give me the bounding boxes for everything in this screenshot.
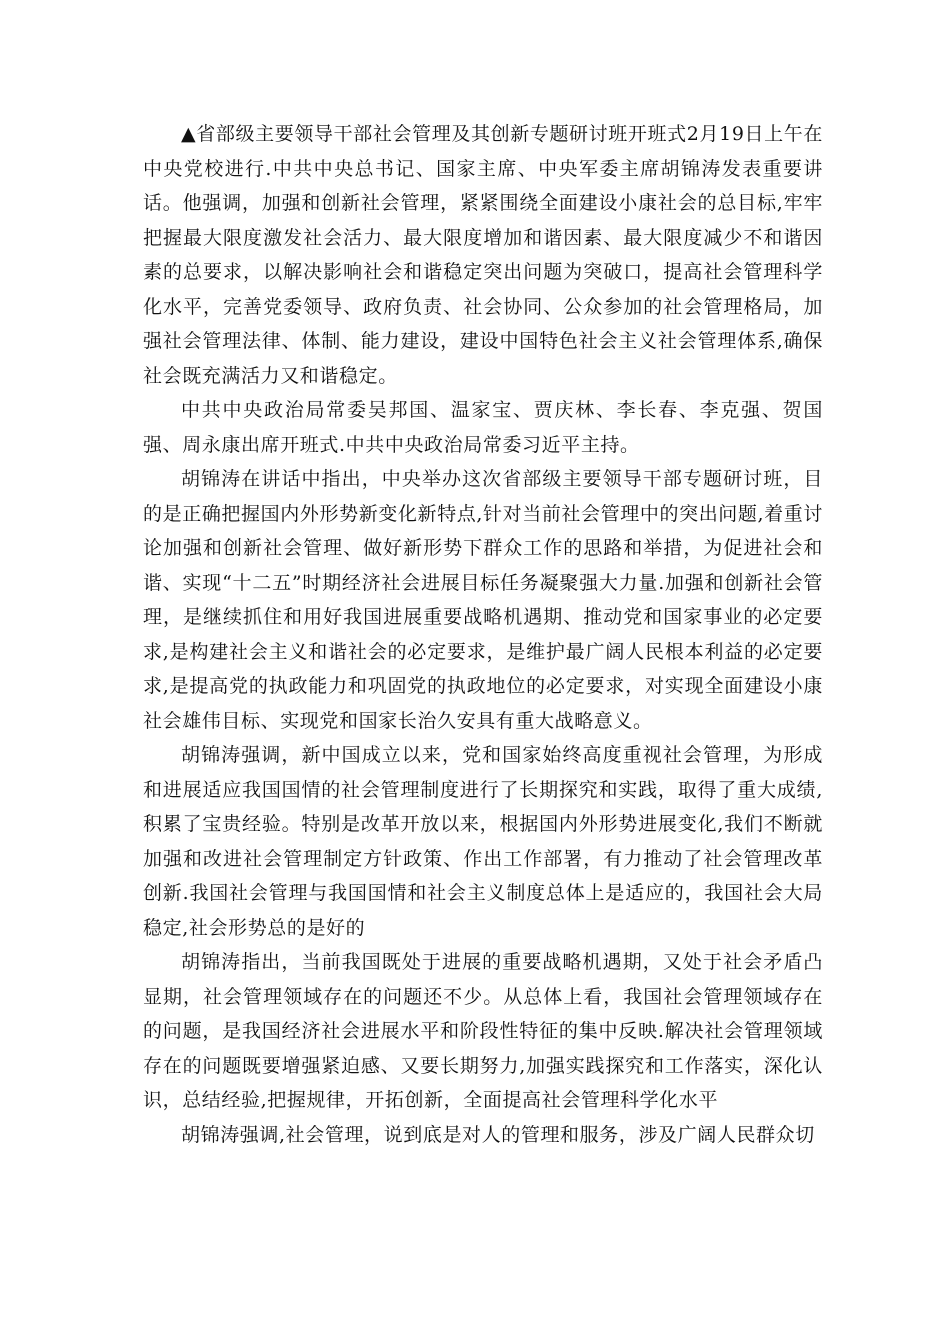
article-body (143, 117, 823, 1152)
paragraph-6: 胡锦涛强调,社会管理，说到底是对人的管理和服务，涉及广阔人民群众切 (181, 1123, 815, 1146)
paragraph-4: 胡锦涛强调，新中国成立以来，党和国家始终高度重视社会管理，为形成和进展适应我国国情的社会管理制度进行了长期探究和实践，取得了重大成绩,积累了宝贵经验。特别是改革开放以来，根据国内外形势进展变化,我们不断就加强和改进社会管理制定方针政策、作出工作部署，有力推动了社会管理改革创新.我国社会管理与我国国情和社会主义制度总体上是适应的，我国社会大局稳定,社会形势总的是好的 (143, 744, 823, 939)
paragraph-3: 胡锦涛在讲话中指出，中央举办这次省部级主要领导干部专题研讨班，目的是正确把握国内外形势新变化新特点,针对当前社会管理中的突出问题,着重讨论加强和创新社会管理、做好新形势下群众工作的思路和举措，为促进社会和谐、实现“十二五”时期经济社会进展目标任务凝聚强大力量.加强和创新社会管理，是继续抓住和用好我国进展重要战略机遇期、推动党和国家事业的必定要求,是构建社会主义和谐社会的必定要求，是维护最广阔人民根本利益的必定要求,是提高党的执政能力和巩固党的执政地位的必定要求，对实现全面建设小康社会雄伟目标、实现党和国家长治久安具有重大战略意义。 (143, 468, 823, 732)
paragraph-1: ▲省部级主要领导干部社会管理及其创新专题研讨班开班式2月19日上午在中央党校进行.中共中央总书记、国家主席、中央军委主席胡锦涛发表重要讲话。他强调，加强和创新社会管理，紧紧围绕全面建设小康社会的总目标,牢牢把握最大限度激发社会活力、最大限度增加和谐因素、最大限度减少不和谐因素的总要求，以解决影响社会和谐稳定突出问题为突破口，提高社会管理科学化水平，完善党委领导、政府负责、社会协同、公众参加的社会管理格局，加强社会管理法律、体制、能力建设，建设中国特色社会主义社会管理体系,确保社会既充满活力又和谐稳定。 (143, 123, 823, 387)
paragraph-5: 胡锦涛指出，当前我国既处于进展的重要战略机遇期，又处于社会矛盾凸显期，社会管理领域存在的问题还不少。从总体上看，我国社会管理领域存在的问题，是我国经济社会进展水平和阶段性特征的集中反映.解决社会管理领域存在的问题既要增强紧迫感、又要长期努力,加强实践探究和工作落实，深化认识，总结经验,把握规律，开拓创新，全面提高社会管理科学化水平 (143, 951, 823, 1111)
paragraph-2: 中共中央政治局常委吴邦国、温家宝、贾庆林、李长春、李克强、贺国强、周永康出席开班式.中共中央政治局常委习近平主持。 (143, 399, 823, 456)
